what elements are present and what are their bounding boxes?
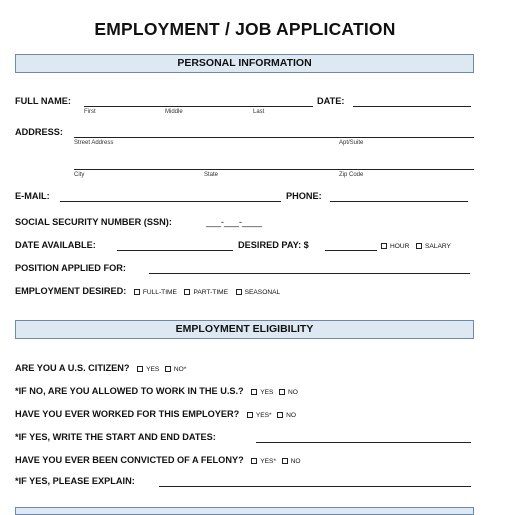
salary-option-label: SALARY: [424, 243, 451, 250]
city-caption: City: [74, 172, 85, 178]
apt-suite-caption: Apt/Suite: [339, 140, 364, 146]
start-end-dates-field[interactable]: [256, 442, 471, 443]
email-label: E-MAIL:: [15, 191, 50, 201]
felony-no-checkbox[interactable]: [282, 458, 288, 464]
part-time-option-label: PART-TIME: [193, 289, 229, 296]
worked-before-no-label: NO: [286, 412, 297, 419]
phone-field[interactable]: [330, 201, 468, 202]
worked-before-no-checkbox[interactable]: [277, 412, 283, 418]
employment-desired-label: EMPLOYMENT DESIRED:: [15, 286, 127, 296]
state-caption: State: [204, 172, 219, 178]
felony-question: HAVE YOU EVER BEEN CONVICTED OF A FELONY?: [15, 455, 244, 465]
work-authorized-question: *IF NO, ARE YOU ALLOWED TO WORK IN THE U.S.?: [15, 386, 244, 396]
date-available-label: DATE AVAILABLE:: [15, 240, 96, 250]
full-time-checkbox[interactable]: [134, 289, 140, 295]
desired-pay-label: DESIRED PAY: $: [238, 240, 309, 250]
work-authorized-no-label: NO: [288, 389, 298, 396]
full-name-field[interactable]: [84, 106, 313, 107]
citizen-no-checkbox[interactable]: [165, 366, 171, 372]
position-label: POSITION APPLIED FOR:: [15, 263, 126, 273]
date-available-field[interactable]: [117, 250, 233, 251]
form-title: EMPLOYMENT / JOB APPLICATION: [94, 19, 396, 39]
work-authorized-yes-checkbox[interactable]: [251, 389, 257, 395]
date-field[interactable]: [353, 106, 471, 107]
felony-explain-field[interactable]: [159, 486, 471, 487]
section-header-eligibility: EMPLOYMENT ELIGIBILITY: [15, 320, 474, 339]
work-authorized-row: [15, 386, 298, 396]
felony-yes-checkbox[interactable]: [251, 458, 257, 464]
citizen-yes-label: YES: [146, 366, 160, 373]
seasonal-option-label: SEASONAL: [244, 289, 281, 296]
citizen-question: ARE YOU A U.S. CITIZEN?: [15, 363, 130, 373]
last-name-caption: Last: [253, 109, 265, 115]
worked-before-yes-checkbox[interactable]: [247, 412, 253, 418]
felony-yes-label: YES*: [260, 458, 277, 465]
felony-no-label: NO: [290, 458, 301, 465]
part-time-checkbox[interactable]: [184, 289, 190, 295]
phone-label: PHONE:: [286, 191, 322, 201]
worked-before-yes-label: YES*: [255, 412, 272, 419]
citizen-question-row: [15, 363, 186, 373]
seasonal-checkbox[interactable]: [236, 289, 242, 295]
felony-explain-label: *IF YES, PLEASE EXPLAIN:: [15, 476, 135, 486]
citizen-no-label: NO*: [173, 366, 187, 373]
street-address-caption: Street Address: [74, 140, 114, 146]
next-section-header: [15, 507, 474, 515]
hour-option-label: HOUR: [390, 243, 410, 250]
full-time-option-label: FULL-TIME: [142, 289, 177, 296]
pay-options: [381, 240, 451, 250]
salary-checkbox[interactable]: [416, 243, 422, 249]
position-field[interactable]: [149, 273, 470, 274]
work-authorized-no-checkbox[interactable]: [279, 389, 285, 395]
worked-before-row: [15, 409, 296, 419]
section-header-personal: PERSONAL INFORMATION: [15, 54, 474, 73]
employment-desired-row: [15, 286, 280, 296]
ssn-field[interactable]: ___-___-____: [206, 217, 263, 227]
zip-code-caption: Zip Code: [339, 172, 364, 178]
email-field[interactable]: [60, 201, 281, 202]
start-end-dates-label: *IF YES, WRITE THE START AND END DATES:: [15, 432, 216, 442]
work-authorized-yes-label: YES: [260, 389, 274, 396]
address-label: ADDRESS:: [15, 127, 63, 137]
felony-row: [15, 455, 300, 465]
first-name-caption: First: [84, 109, 96, 115]
middle-name-caption: Middle: [165, 109, 183, 115]
street-address-field[interactable]: [74, 137, 474, 138]
ssn-label: SOCIAL SECURITY NUMBER (SSN):: [15, 217, 172, 227]
hour-checkbox[interactable]: [381, 243, 387, 249]
full-name-label: FULL NAME:: [15, 96, 71, 106]
worked-before-question: HAVE YOU EVER WORKED FOR THIS EMPLOYER?: [15, 409, 240, 419]
city-state-zip-field[interactable]: [74, 169, 474, 170]
date-label: DATE:: [317, 96, 345, 106]
citizen-yes-checkbox[interactable]: [137, 366, 143, 372]
desired-pay-field[interactable]: [325, 250, 377, 251]
